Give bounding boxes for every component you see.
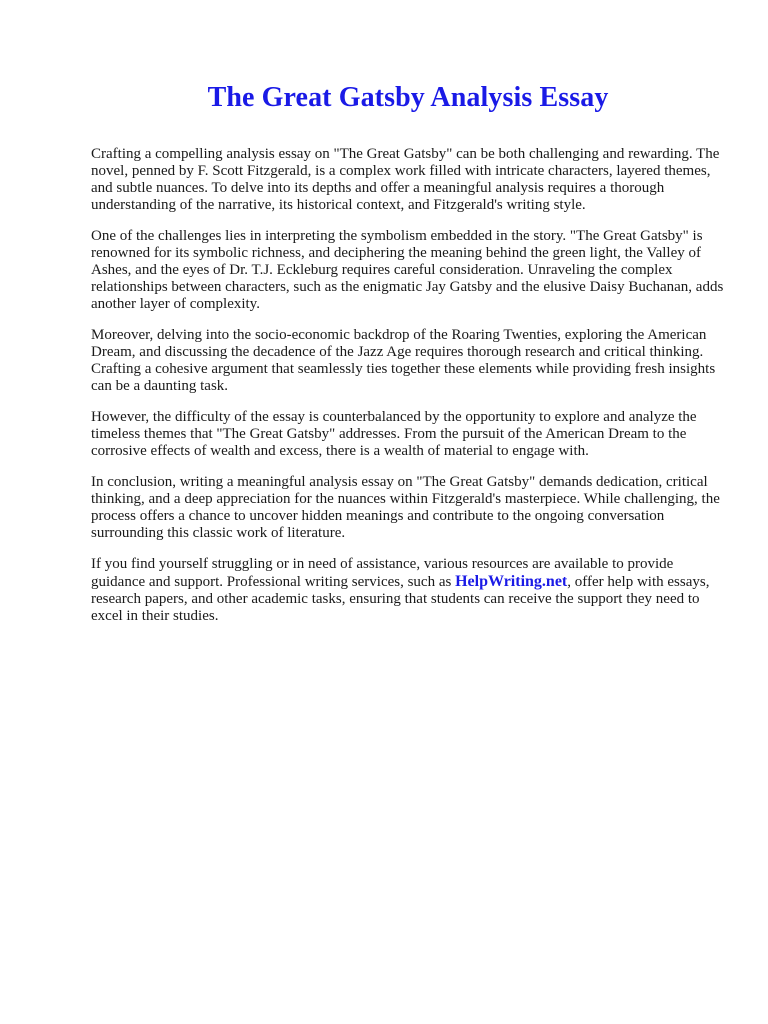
paragraph-closing <box>91 556 731 625</box>
paragraph-intro: Crafting a compelling analysis essay on "The Great Gatsby" can be both challenging and rewarding. The novel, penned by F. Scott Fitzgerald, is a complex work filled with intricate characters, layered themes, and subtle nuances. To delve into its depths and offer a meaningful analysis requires a thorough understanding of the narrative, its historical context, and Fitzgerald's writing style. <box>91 146 720 213</box>
document-title: The Great Gatsby Analysis Essay <box>207 82 609 113</box>
paragraph-symbolism: One of the challenges lies in interpreting the symbolism embedded in the story. "The Great Gatsby" is renowned for its symbolic richness, and deciphering the meaning behind the green light, the Valley of Ashes, and the eyes of Dr. T.J. Eckleburg requires careful consideration. Unraveling the complex relationships between characters, such as the enigmatic Jay Gatsby and the elusive Daisy Buchanan, adds another layer of complexity. <box>91 228 724 312</box>
paragraph-conclusion: In conclusion, writing a meaningful analysis essay on "The Great Gatsby" demands dedication, critical thinking, and a deep appreciation for the nuances within Fitzgerald's masterpiece. While challenging, the process offers a chance to uncover hidden meanings and contribute to the ongoing conversation surrounding this classic work of literature. <box>91 474 720 541</box>
paragraph-context: Moreover, delving into the socio-economic backdrop of the Roaring Twenties, exploring the American Dream, and discussing the decadence of the Jazz Age requires thorough research and critical thinking. Crafting a cohesive argument that seamlessly ties together these elements while providing fresh insights can be a daunting task. <box>91 327 716 394</box>
document-body <box>91 146 731 639</box>
paragraph-themes: However, the difficulty of the essay is counterbalanced by the opportunity to explore and analyze the timeless themes that "The Great Gatsby" addresses. From the pursuit of the American Dream to the corrosive effects of wealth and excess, there is a wealth of material to engage with. <box>91 409 697 459</box>
helpwriting-link[interactable]: HelpWriting.net <box>455 573 568 590</box>
closing-text-before-link: If you find yourself struggling or in need of assistance, various resources are available to provide guidance and support. Professional writing services, such as <box>91 556 674 590</box>
closing-text-after-link: , offer help with essays, research papers, and other academic tasks, ensuring that students can receive the support they need to excel in their studies. <box>91 574 710 624</box>
